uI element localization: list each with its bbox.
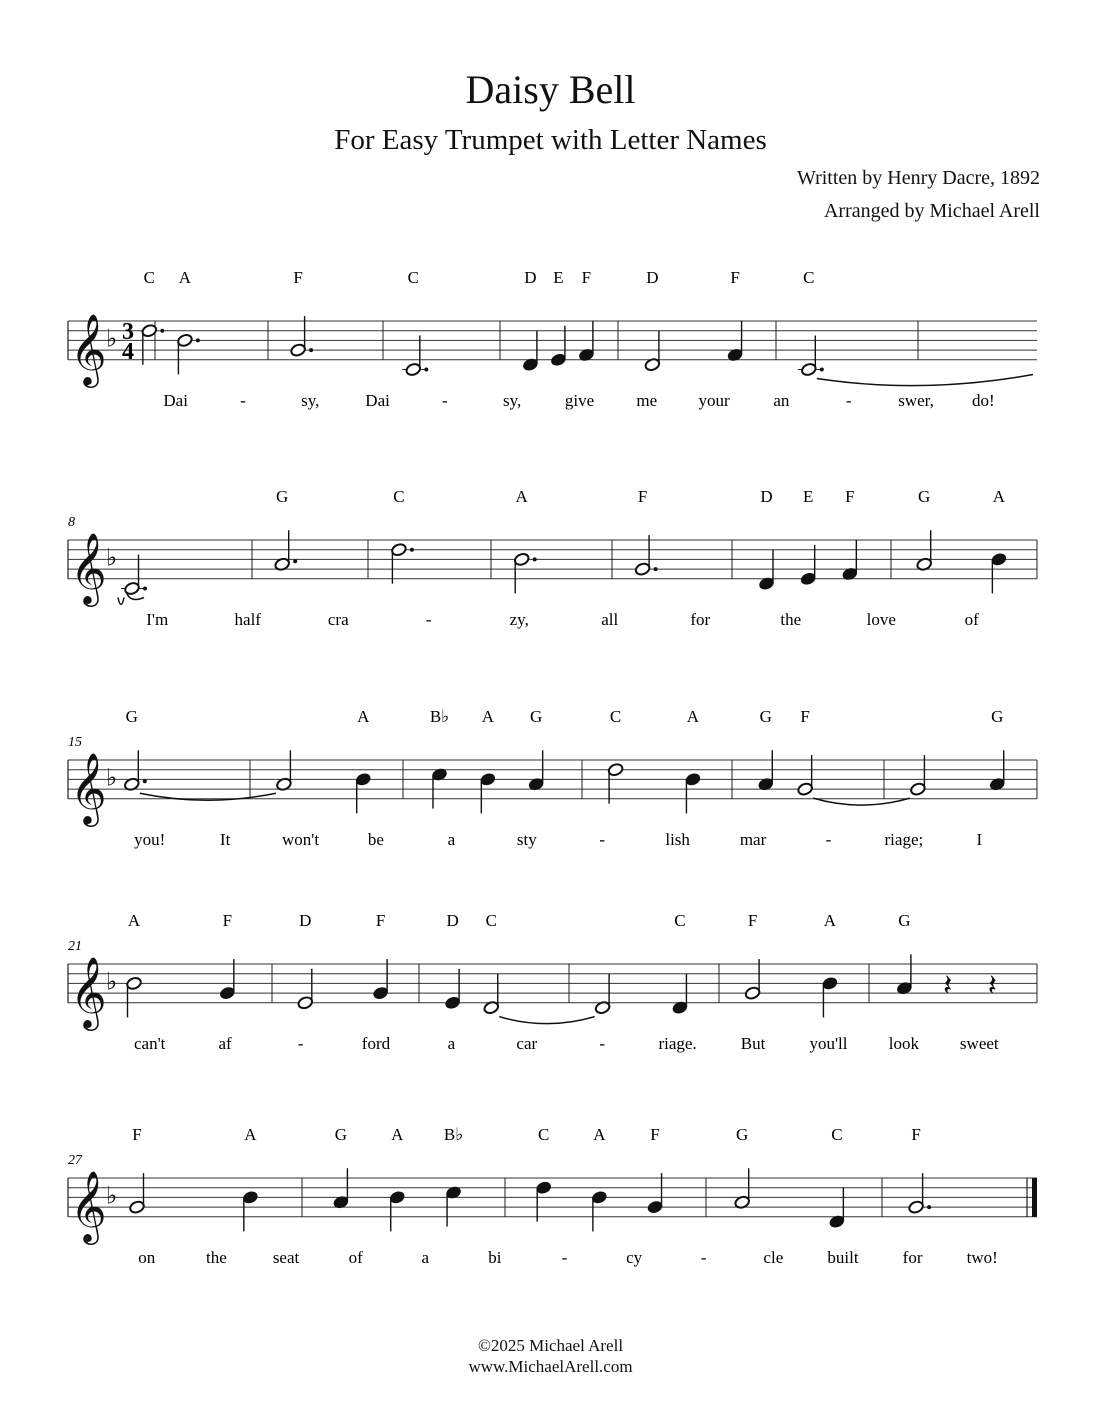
lyric-syllable: won't (282, 829, 320, 849)
lyric-syllable: a (447, 829, 456, 849)
note-letter-name: D (446, 911, 459, 930)
lyric-syllable: cle (763, 1247, 784, 1267)
lyric-syllable: I (976, 829, 983, 849)
note-letter-name: D (524, 268, 537, 287)
lyric-syllable: a (421, 1247, 430, 1267)
quarter-rest-icon: 𝄽 (943, 968, 953, 1004)
lyric-syllable: an (773, 390, 790, 410)
note-letter-name: C (393, 487, 405, 506)
website-link[interactable]: www.MichaelArell.com (468, 1357, 633, 1376)
flat-key-signature-icon: ♭ (106, 1181, 118, 1210)
lyric-syllable: - (825, 829, 832, 849)
note-letter-name: D (646, 268, 659, 287)
lyric-syllable: seat (272, 1247, 300, 1267)
note-letter-name: F (132, 1125, 142, 1144)
lyric-syllable: riage; (884, 829, 924, 849)
note-letter-name: A (515, 487, 528, 506)
measure-number: 21 (68, 939, 82, 954)
flat-key-signature-icon: ♭ (106, 967, 118, 996)
augmentation-dot (533, 557, 537, 561)
staff-system (68, 487, 1037, 629)
lyric-syllable: - (442, 390, 448, 410)
note-letter-name: C (485, 911, 497, 930)
lyric-syllable: of (964, 609, 979, 629)
lyric-syllable: mar (739, 829, 767, 849)
lyric-syllable: lish (665, 829, 690, 849)
lyric-syllable: Dai (163, 390, 188, 410)
lyric-syllable: half (234, 609, 261, 629)
note-letter-name: A (481, 707, 494, 726)
quarter-rest-icon: 𝄽 (987, 968, 997, 1004)
note-letter-name: C (674, 911, 686, 930)
lyric-syllable: - (561, 1247, 568, 1267)
note-letter-name: B♭ (429, 707, 450, 726)
note-letter-name: F (637, 487, 648, 506)
note-letter-name: A (823, 911, 837, 930)
copyright-text: ©2025 Michael Arell (477, 1336, 624, 1355)
note-letter-name: F (911, 1125, 921, 1144)
augmentation-dot (143, 779, 147, 783)
note-letter-name: A (178, 268, 192, 287)
note-letter-name: A (593, 1125, 606, 1144)
lyric-syllable: look (888, 1033, 919, 1053)
lyric-syllable: on (138, 1247, 156, 1267)
lyric-syllable: - (240, 390, 246, 410)
lyric-syllable: a (447, 1033, 456, 1053)
note-letter-name: B♭ (443, 1125, 464, 1144)
flat-key-signature-icon: ♭ (106, 543, 118, 572)
augmentation-dot (196, 338, 200, 342)
note-letter-name: A (992, 487, 1006, 506)
lyric-syllable: of (348, 1247, 363, 1267)
note-letter-name: F (747, 911, 758, 930)
measure-number: 15 (68, 735, 82, 750)
note-letter-name: G (125, 707, 138, 726)
lyric-syllable: the (780, 609, 802, 629)
lyric-syllable: - (599, 1033, 606, 1053)
lyric-syllable: can't (134, 1033, 166, 1053)
lyric-syllable: you! (134, 829, 166, 849)
lyric-syllable: be (367, 829, 384, 849)
augmentation-dot (143, 587, 147, 591)
lyric-syllable: I'm (146, 609, 169, 629)
lyric-syllable: sty (516, 829, 537, 849)
note-letter-name: F (293, 268, 303, 287)
lyric-syllable: swer, (898, 390, 934, 410)
note-letter-name: F (375, 911, 386, 930)
measure-number: 27 (68, 1153, 82, 1168)
note-letter-name: G (530, 707, 543, 726)
lyric-syllable: give (564, 390, 595, 410)
song-title: Daisy Bell (465, 67, 636, 112)
lyric-syllable: af (218, 1033, 232, 1053)
note-letter-name: F (222, 911, 233, 930)
staff-system (68, 268, 1037, 410)
treble-clef-icon: 𝄞 (70, 1168, 107, 1242)
note-letter-name: A (357, 707, 370, 726)
tie (118, 598, 124, 605)
note-letter-name: A (391, 1125, 404, 1144)
augmentation-dot (293, 559, 297, 563)
lyric-syllable: riage. (658, 1033, 697, 1053)
note-letter-name: C (538, 1125, 550, 1144)
lyric-syllable: love (866, 609, 896, 629)
lyric-syllable: - (425, 609, 432, 629)
staff-system (68, 707, 1037, 849)
note-letter-name: C (831, 1125, 843, 1144)
lyric-syllable: all (601, 609, 619, 629)
lyric-syllable: two! (966, 1247, 998, 1267)
lyric-syllable: - (297, 1033, 304, 1053)
augmentation-dot (160, 329, 164, 333)
note-letter-name: A (244, 1125, 257, 1144)
note-letter-name: E (802, 487, 814, 506)
lyric-syllable: Dai (365, 390, 390, 410)
augmentation-dot (424, 368, 428, 372)
lyric-syllable: sy, (503, 390, 522, 410)
note-letter-name: G (759, 707, 772, 726)
note-letter-name: G (276, 487, 289, 506)
lyric-syllable: - (599, 829, 606, 849)
note-letter-name: G (991, 707, 1004, 726)
lyric-syllable: It (219, 829, 231, 849)
lyric-syllable: car (516, 1033, 538, 1053)
flat-key-signature-icon: ♭ (106, 763, 118, 792)
note-letter-name: C (609, 707, 622, 726)
note-letter-name: C (143, 268, 155, 287)
lyric-syllable: do! (972, 390, 995, 410)
note-letter-name: F (581, 268, 592, 287)
lyric-syllable: cy (626, 1247, 643, 1267)
note-letter-name: F (730, 268, 740, 287)
composer-credit: Written by Henry Dacre, 1892 (797, 167, 1040, 189)
augmentation-dot (820, 368, 824, 372)
note-letter-name: C (407, 268, 419, 287)
note-letter-name: D (299, 911, 312, 930)
lyric-syllable: sweet (959, 1033, 999, 1053)
augmentation-dot (309, 348, 313, 352)
lyric-syllable: your (698, 390, 730, 410)
time-signature-top: 3 (122, 319, 134, 345)
song-subtitle: For Easy Trumpet with Letter Names (334, 124, 767, 156)
note-letter-name: G (918, 487, 931, 506)
lyric-syllable: ford (361, 1033, 391, 1053)
note-letter-name: E (553, 268, 564, 287)
measure-number: 8 (68, 515, 75, 530)
augmentation-dot (654, 567, 658, 571)
lyric-syllable: But (740, 1033, 766, 1053)
treble-clef-icon: 𝄞 (70, 954, 107, 1028)
lyric-syllable: for (690, 609, 711, 629)
tie (817, 375, 1033, 386)
note-letter-name: D (760, 487, 773, 506)
lyric-syllable: - (845, 390, 852, 410)
augmentation-dot (410, 548, 414, 552)
treble-clef-icon: 𝄞 (70, 750, 107, 824)
lyric-syllable: me (636, 390, 658, 410)
note-letter-name: G (334, 1125, 348, 1144)
lyric-syllable: zy, (509, 609, 529, 629)
staff-system (68, 911, 1037, 1053)
lyric-syllable: cra (327, 609, 349, 629)
lyric-syllable: - (700, 1247, 707, 1267)
staff-system (68, 1125, 1037, 1267)
lyric-syllable: for (902, 1247, 923, 1267)
note-letter-name: G (736, 1125, 749, 1144)
final-barline (1032, 1178, 1037, 1217)
lyric-syllable: the (206, 1247, 227, 1267)
note-letter-name: C (803, 268, 815, 287)
time-signature-bottom: 4 (122, 339, 134, 365)
lyric-syllable: built (827, 1247, 859, 1267)
treble-clef-icon: 𝄞 (70, 311, 107, 385)
arranger-credit: Arranged by Michael Arell (823, 200, 1040, 222)
note-letter-name: G (898, 911, 911, 930)
treble-clef-icon: 𝄞 (70, 530, 107, 604)
note-letter-name: A (127, 911, 141, 930)
lyric-syllable: you'll (809, 1033, 848, 1053)
note-letter-name: F (800, 707, 810, 726)
note-letter-name: F (650, 1125, 660, 1144)
flat-key-signature-icon: ♭ (106, 324, 118, 353)
note-letter-name: A (686, 707, 700, 726)
lyric-syllable: bi (488, 1247, 502, 1267)
note-letter-name: F (845, 487, 855, 506)
lyric-syllable: sy, (301, 390, 320, 410)
augmentation-dot (927, 1205, 931, 1209)
tie (499, 1017, 594, 1024)
